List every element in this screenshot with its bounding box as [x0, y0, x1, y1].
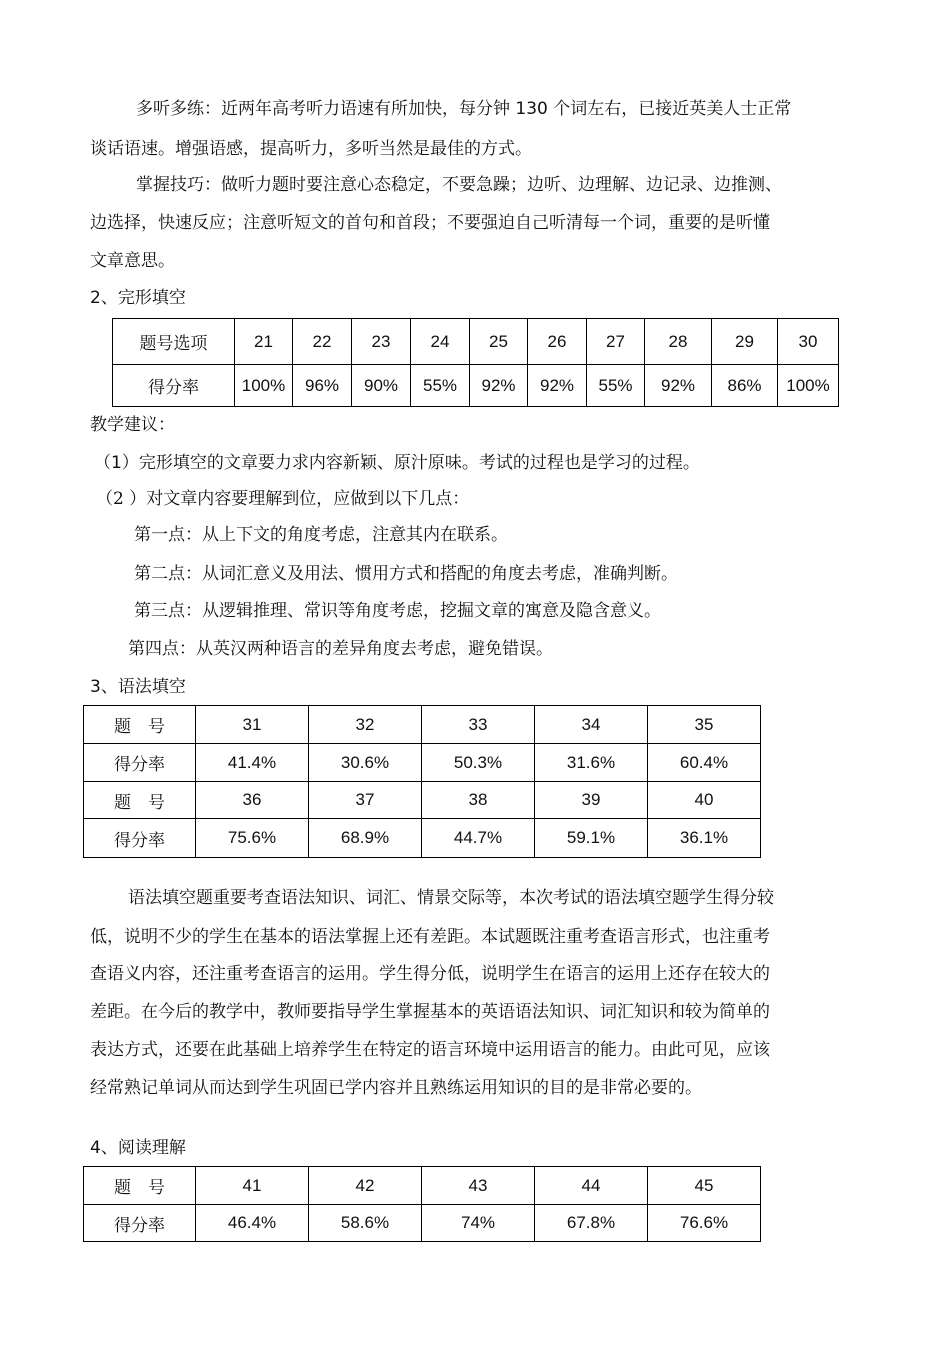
question-number: 22: [293, 319, 352, 365]
score-rate: 30.6%: [309, 744, 422, 782]
section-heading-cloze: 2、完形填空: [90, 288, 186, 308]
score-rate: 92%: [528, 365, 587, 407]
table-row: [84, 706, 761, 744]
reading-score-table: [83, 1166, 761, 1242]
listening-para1-line2: 谈话语速。增强语感，提高听力，多听当然是最佳的方式。: [90, 139, 532, 159]
table-row: [84, 1167, 761, 1205]
listening-para2-line1: 掌握技巧：做听力题时要注意心态稳定，不要急躁；边听、边理解、边记录、边推测、: [136, 175, 782, 195]
grammar-para-line3: 查语义内容，还注重考查语言的运用。学生得分低，说明学生在语言的运用上还存在较大的: [90, 964, 770, 984]
score-rate: 96%: [293, 365, 352, 407]
table-row: [113, 365, 839, 407]
question-number: 35: [648, 706, 761, 744]
listening-para1-line1: 多听多练：近两年高考听力语速有所加快，每分钟 130 个词左右，已接近英美人士正常: [136, 99, 792, 119]
question-number: 45: [648, 1167, 761, 1205]
score-rate: 55%: [411, 365, 470, 407]
question-number: 33: [422, 706, 535, 744]
question-number: 44: [535, 1167, 648, 1205]
question-number: 40: [648, 782, 761, 819]
question-number: 37: [309, 782, 422, 819]
question-number: 24: [411, 319, 470, 365]
section-heading-reading: 4、阅读理解: [90, 1138, 186, 1158]
row-header-score-rate: 得分率: [84, 744, 196, 782]
table-row: [84, 744, 761, 782]
score-rate: 41.4%: [196, 744, 309, 782]
cloze-score-table: [112, 318, 839, 407]
listening-para2-line3: 文章意思。: [90, 251, 175, 271]
question-number: 27: [587, 319, 645, 365]
question-number: 41: [196, 1167, 309, 1205]
grammar-para-line4: 差距。在今后的教学中，教师要指导学生掌握基本的英语语法知识、词汇知识和较为简单的: [90, 1002, 770, 1022]
table-row: [84, 782, 761, 819]
section-heading-grammar: 3、语法填空: [90, 677, 186, 697]
score-rate: 58.6%: [309, 1205, 422, 1242]
question-number: 36: [196, 782, 309, 819]
grammar-score-table: [83, 705, 761, 858]
grammar-para-line5: 表达方式，还要在此基础上培养学生在特定的语言环境中运用语言的能力。由此可见，应该: [90, 1040, 770, 1060]
question-number: 30: [778, 319, 839, 365]
score-rate: 92%: [470, 365, 528, 407]
row-header-question-no: 题 号: [84, 782, 196, 819]
row-header-question-no: 题号选项: [113, 319, 235, 365]
score-rate: 92%: [645, 365, 712, 407]
row-header-score-rate: 得分率: [84, 819, 196, 858]
table-row: [84, 1205, 761, 1242]
advice-point-4: 第四点：从英汉两种语言的差异角度去考虑，避免错误。: [128, 639, 553, 659]
table-row: [84, 819, 761, 858]
row-header-question-no: 题 号: [84, 1167, 196, 1205]
question-number: 21: [235, 319, 293, 365]
advice-point-1: 第一点：从上下文的角度考虑，注意其内在联系。: [134, 525, 508, 545]
grammar-para-line2: 低，说明不少的学生在基本的语法掌握上还有差距。本试题既注重考查语言形式，也注重考: [90, 927, 770, 947]
question-number: 32: [309, 706, 422, 744]
question-number: 28: [645, 319, 712, 365]
row-header-question-no: 题 号: [84, 706, 196, 744]
advice-point-2: 第二点：从词汇意义及用法、惯用方式和搭配的角度去考虑，准确判断。: [134, 564, 678, 584]
score-rate: 46.4%: [196, 1205, 309, 1242]
question-number: 39: [535, 782, 648, 819]
score-rate: 31.6%: [535, 744, 648, 782]
advice-point-3: 第三点：从逻辑推理、常识等角度考虑，挖掘文章的寓意及隐含意义。: [134, 601, 661, 621]
score-rate: 90%: [352, 365, 411, 407]
score-rate: 76.6%: [648, 1205, 761, 1242]
score-rate: 86%: [712, 365, 778, 407]
row-header-score-rate: 得分率: [84, 1205, 196, 1242]
question-number: 31: [196, 706, 309, 744]
advice-item-1: （1）完形填空的文章要力求内容新颖、原汁原味。考试的过程也是学习的过程。: [94, 453, 700, 473]
score-rate: 50.3%: [422, 744, 535, 782]
question-number: 23: [352, 319, 411, 365]
grammar-para-line6: 经常熟记单词从而达到学生巩固已学内容并且熟练运用知识的目的是非常必要的。: [90, 1078, 702, 1098]
advice-title: 教学建议：: [90, 415, 175, 435]
score-rate: 36.1%: [648, 819, 761, 858]
question-number: 38: [422, 782, 535, 819]
question-number: 42: [309, 1167, 422, 1205]
score-rate: 59.1%: [535, 819, 648, 858]
score-rate: 60.4%: [648, 744, 761, 782]
score-rate: 68.9%: [309, 819, 422, 858]
question-number: 26: [528, 319, 587, 365]
question-number: 34: [535, 706, 648, 744]
question-number: 43: [422, 1167, 535, 1205]
score-rate: 100%: [778, 365, 839, 407]
score-rate: 67.8%: [535, 1205, 648, 1242]
score-rate: 74%: [422, 1205, 535, 1242]
score-rate: 55%: [587, 365, 645, 407]
row-header-score-rate: 得分率: [113, 365, 235, 407]
advice-item-2: （2 ）对文章内容要理解到位，应做到以下几点：: [96, 489, 470, 509]
question-number: 29: [712, 319, 778, 365]
table-row: [113, 319, 839, 365]
listening-para2-line2: 边选择，快速反应；注意听短文的首句和首段；不要强迫自己听清每一个词，重要的是听懂: [90, 213, 770, 233]
score-rate: 44.7%: [422, 819, 535, 858]
grammar-para-line1: 语法填空题重要考查语法知识、词汇、情景交际等，本次考试的语法填空题学生得分较: [128, 888, 774, 908]
question-number: 25: [470, 319, 528, 365]
score-rate: 100%: [235, 365, 293, 407]
score-rate: 75.6%: [196, 819, 309, 858]
